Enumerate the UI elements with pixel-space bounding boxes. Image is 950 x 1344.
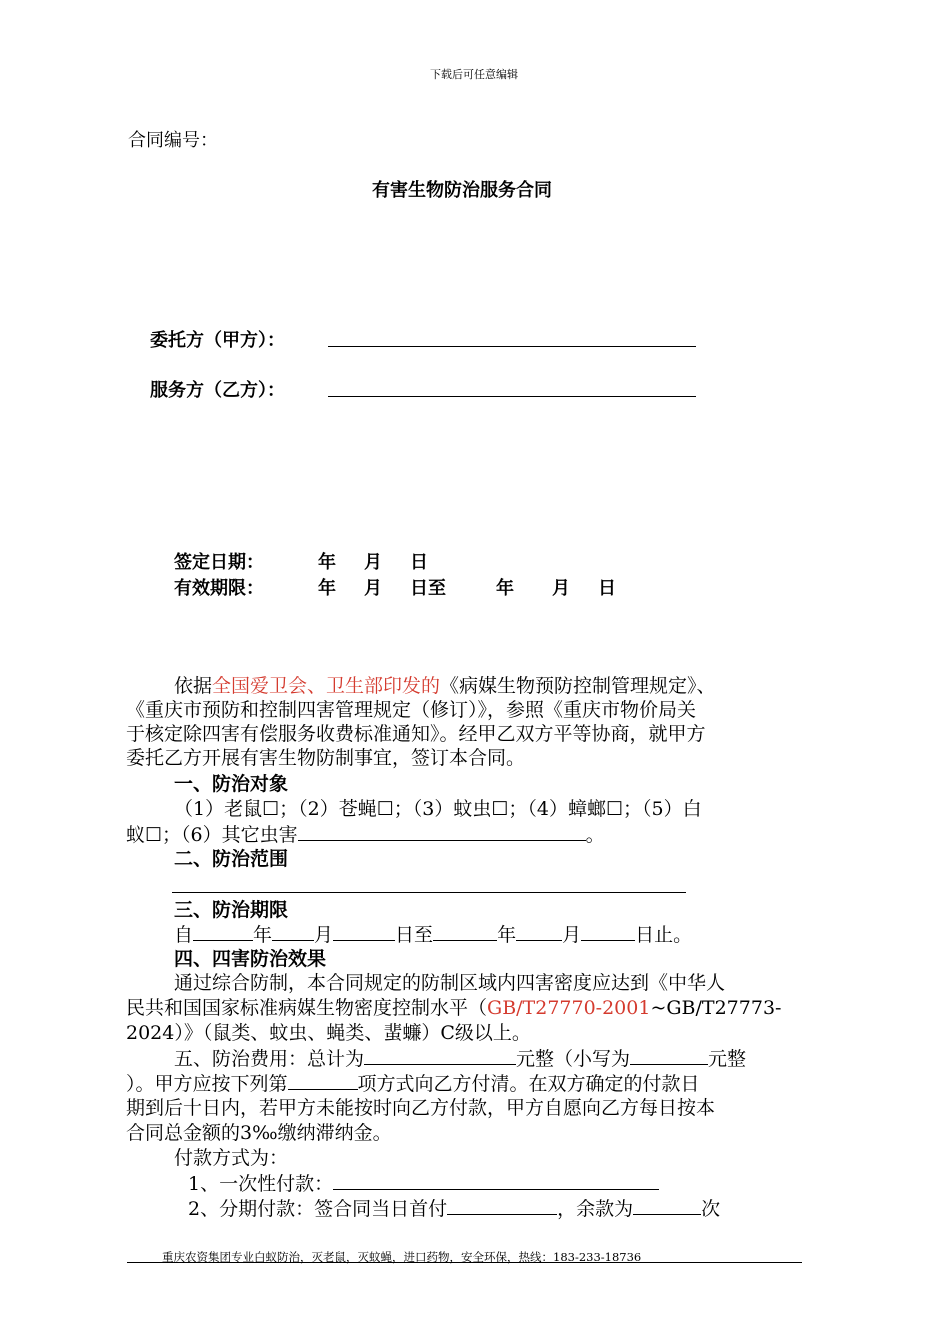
section-1-line-2 [126,822,605,847]
standard-text: 民共和国国家标准病媒生物密度控制水平（ [126,997,488,1019]
footer-text: 重庆农资集团专业白蚁防治，灭老鼠，灭蚊蝇，进口药物，安全环保，热线：183-233-18736 [162,1250,642,1264]
document-title: 有害生物防治服务合同 [372,180,552,201]
payment-option-2 [188,1196,720,1221]
payment-method-label: 付款方式为： [174,1147,289,1169]
section-5-line-3: 期到后十日内，若甲方未能按时向乙方付款，甲方自愿向乙方每日按本 [126,1097,716,1119]
payment-option-1 [188,1171,659,1196]
end-day-blank[interactable] [581,922,635,941]
amount-small-blank[interactable] [630,1046,708,1065]
intro-line-4: 委托乙方开展有害生物防制事宜，签订本合同。 [126,747,526,769]
remainder-label: ，余款为 [557,1198,634,1220]
valid-day-1: 日至 [410,578,446,599]
lump-sum-blank[interactable] [333,1171,659,1190]
section-4-line-2 [126,996,781,1020]
section-1-heading: 一、防治对象 [174,773,289,795]
standard-code: ~GB/T27773- [650,997,782,1019]
other-pests-blank[interactable] [298,822,586,841]
section-1-line-1: （1）老鼠☐；（2）苍蝇☐；（3）蚊虫☐；（4）蟑螂☐；（5）白 [174,798,702,820]
intro-text: 依据 [174,675,213,697]
provider-label: 服务方（乙方）： [150,380,285,401]
total-fee-label: 五、防治费用：总计为 [174,1048,365,1070]
standard-code-red: GB/T27770-2001 [487,997,651,1019]
times-label: 次 [701,1198,721,1220]
yuan-label: 元整 [708,1048,747,1070]
start-day-blank[interactable] [333,922,395,941]
section-5-line-4: 合同总金额的3‰缴纳滞纳金。 [126,1122,392,1144]
first-payment-blank[interactable] [447,1196,557,1215]
valid-month-2: 月 [552,578,570,599]
start-month-blank[interactable] [272,922,314,941]
month-label: 月 [314,924,334,946]
start-year-blank[interactable] [193,922,253,941]
year-label: 年 [497,924,517,946]
option-blank[interactable] [288,1071,358,1090]
footer-rule [127,1262,802,1263]
contract-number-label: 合同编号： [128,130,218,151]
amount-small-label: 元整（小写为 [516,1048,631,1070]
section-4-line-1: 通过综合防制，本合同规定的防制区域内四害密度应达到《中华人 [174,972,726,994]
section-3-period [174,922,692,947]
sign-date-label: 签定日期： [174,552,264,573]
month-label: 月 [562,924,582,946]
section-4-line-3: 2024）》（鼠类、蚊虫、蝇类、蜚蠊）C级以上。 [126,1022,531,1044]
intro-text: 《病媒生物预防控制管理规定》、 [440,675,716,697]
section-3-heading: 三、防治期限 [174,899,289,921]
section-5-line-2 [126,1071,700,1096]
section-4-heading: 四、四害防治效果 [174,948,327,970]
end-year-blank[interactable] [433,922,497,941]
valid-period-label: 有效期限： [174,578,264,599]
sign-month: 月 [364,552,382,573]
intro-line-2: 《重庆市预防和控制四害管理规定（修订）》，参照《重庆市物价局关 [126,699,697,721]
from-label: 自 [174,924,194,946]
intro-line-3: 于核定除四害有偿服务收费标准通知》。经甲乙双方平等协商，就甲方 [126,723,706,745]
year-label: 年 [253,924,273,946]
section-2-heading: 二、防治范围 [174,848,289,870]
period-mark: 。 [585,824,605,846]
sign-day: 日 [410,552,428,573]
day-end-label: 日止。 [635,924,693,946]
valid-year-2: 年 [496,578,514,599]
other-pests-label: 蚁☐；（6）其它虫害 [126,824,298,846]
payment-terms-text: 项方式向乙方付清。在双方确定的付款日 [357,1073,700,1095]
valid-day-2: 日 [598,578,616,599]
client-label: 委托方（甲方）： [150,330,285,351]
intro-line-1 [174,674,716,698]
intro-red-text: 全国爱卫会、卫生部印发的 [212,675,441,697]
section-5-line-1 [174,1046,746,1071]
day-to-label: 日至 [395,924,434,946]
end-month-blank[interactable] [516,922,562,941]
lump-sum-label: 1、一次性付款： [188,1173,334,1195]
installments-blank[interactable] [633,1196,701,1215]
scope-blank[interactable] [172,892,686,893]
installment-label: 2、分期付款：签合同当日首付 [188,1198,448,1220]
client-blank[interactable] [328,346,696,347]
provider-blank[interactable] [328,396,696,397]
total-fee-blank[interactable] [364,1046,516,1065]
valid-year-1: 年 [318,578,336,599]
sign-year: 年 [318,552,336,573]
option-label: ）。甲方应按下列第 [126,1073,288,1095]
header-note: 下载后可任意编辑 [430,68,518,81]
valid-month-1: 月 [364,578,382,599]
